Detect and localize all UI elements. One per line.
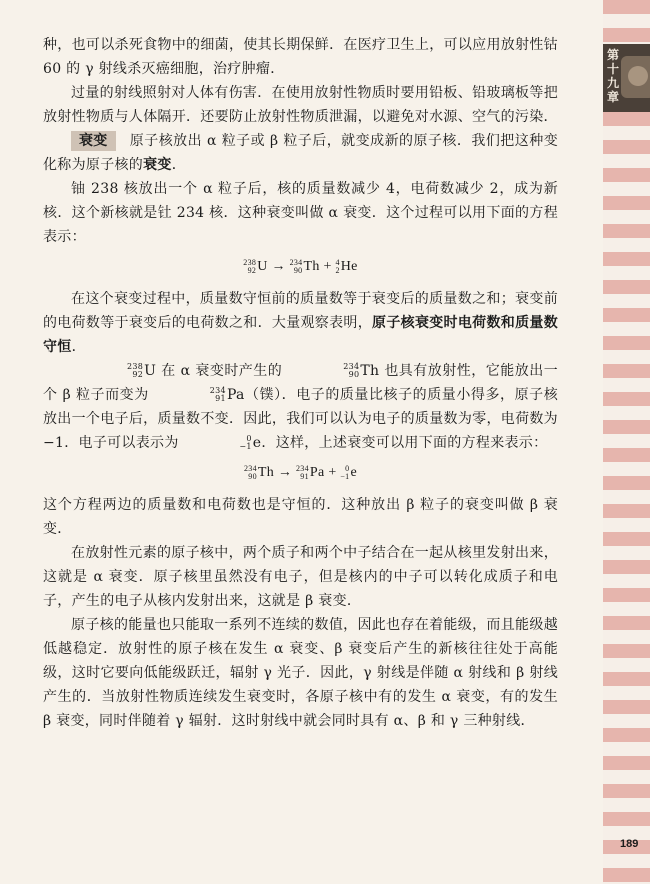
section-tag-decay: 衰变 [71, 131, 116, 151]
decay-definition-end: ． [171, 157, 187, 173]
nuclide-thorium [290, 255, 320, 279]
element-symbol: U [257, 259, 268, 274]
nuclide-thorium-inline [287, 359, 379, 383]
chapter-photo-detail [628, 66, 648, 86]
conservation-end: ． [71, 339, 86, 355]
nuclide-thorium [244, 461, 274, 485]
mass-number: 234 [289, 257, 303, 267]
chapter-tab [603, 44, 650, 112]
arrow-icon: → [271, 259, 286, 274]
nuclide-helium [335, 255, 357, 279]
nuclide-uranium [243, 255, 267, 279]
element-symbol: e [252, 435, 262, 451]
charge-number: 91 [215, 394, 226, 403]
paragraph-food-medical: 种，也可以杀死食物中的细菌，使其长期保鲜．在医疗卫生上，可以应用放射性钴 60 的 γ 射线杀灭癌细胞，治疗肿瘤． [43, 37, 558, 77]
paragraph-decay-definition [43, 129, 558, 177]
decay-term: 衰变 [143, 157, 172, 173]
element-symbol: U [144, 363, 157, 379]
element-symbol: Pa [226, 387, 245, 403]
paragraph-beta-decay [43, 359, 558, 455]
plus-sign: + [323, 259, 332, 274]
paragraph-alpha-decay: 铀 238 核放出一个 α 粒子后，核的质量数减少 4，电荷数减少 2，成为新核．这个新核就是钍 234 核．这种衰变叫做 α 衰变．这个过程可以用下面的方程表示： [43, 181, 558, 245]
beta-text-3: （镤）．电子的质量比核子的质量小得多，原子核放出一个电子后，质量数不变．因此，我们可以认为电子的质量数为零，电荷数为 −1．电子可以表示为 [43, 387, 558, 451]
nuclide-protactinium-inline [154, 383, 245, 407]
electron [340, 461, 357, 485]
charge-number: −1 [340, 471, 350, 481]
charge-number: 90 [348, 370, 360, 379]
page-body [43, 33, 558, 733]
mass-number: 234 [209, 386, 226, 395]
element-symbol: Th [360, 363, 380, 379]
element-symbol: Th [303, 259, 320, 274]
element-symbol: Pa [309, 465, 325, 480]
element-symbol: Th [257, 465, 275, 480]
mass-number: 238 [243, 257, 257, 267]
paragraph-gamma-radiation: 原子核的能量也只能取一系列不连续的数值，因此也存在着能级，而且能级越低越稳定．放射性的原子核在发生 α 衰变、β 衰变后产生的新核往往处于高能级，这时它要向低能级跃迁，辐射 γ 光子．因此，γ 射线是伴随 α 射线和 β 射线产生的．当放射性物质连续发生衰变时，各原子核中有的发生 α 衰变，有的发生 β 衰变，同时伴随着 γ 辐射．这时射线中就会同时具有 α、β 和 γ 三种射线． [43, 617, 558, 729]
mass-number: 234 [244, 463, 257, 473]
decay-definition-text: 原子核放出 α 粒子或 β 粒子后，就变成新的原子核．我们把这种变化称为原子核的 [43, 133, 558, 173]
beta-text-2: 也具有放射性，它能放出一个 β 粒子而变为 [43, 363, 558, 403]
nuclide-protactinium [296, 461, 325, 485]
charge-number: −1 [239, 442, 252, 451]
mass-number: 4 [335, 257, 340, 267]
mass-number: 0 [246, 434, 252, 443]
beta-text-1: 在 α 衰变时产生的 [156, 363, 288, 379]
conservation-text: 在这个衰变过程中，质量数守恒前的质量数等于衰变后的质量数之和；衰变前的电荷数等于衰变后的电荷数之和．大量观察表明， [43, 291, 558, 331]
paragraph-radiation-harm: 过量的射线照射对人体有伤害．在使用放射性物质时要用铅板、铅玻璃板等把放射性物质与人体隔开．还要防止放射性物质泄漏，以避免对水源、空气的污染． [43, 85, 558, 125]
page-number: 189 [620, 838, 639, 850]
element-symbol: He [340, 259, 358, 274]
equation-alpha-decay [43, 255, 558, 279]
charge-number: 92 [132, 370, 144, 379]
chapter-label: 第十九章 [607, 48, 620, 104]
arrow-icon: → [277, 465, 293, 480]
nuclide-uranium-inline [71, 359, 156, 383]
mass-number: 234 [296, 463, 309, 473]
charge-number: 92 [247, 265, 257, 275]
element-symbol: e [350, 465, 357, 480]
plus-sign: + [328, 465, 337, 480]
equation-beta-decay [43, 461, 558, 485]
mass-number: 234 [343, 362, 360, 371]
charge-number: 91 [300, 471, 309, 481]
charge-number: 90 [293, 265, 303, 275]
conservation-law: 原子核衰变时电荷数和质量数守恒 [43, 315, 558, 355]
paragraph-conservation [43, 287, 558, 359]
chapter-sidebar [603, 0, 650, 884]
beta-text-4: ．这样，上述衰变可以用下面的方程来表示： [261, 435, 548, 451]
mass-number: 238 [127, 362, 144, 371]
charge-number: 90 [248, 471, 257, 481]
mass-number: 0 [345, 463, 350, 473]
electron-symbol-inline [183, 431, 261, 455]
paragraph-beta-conservation: 这个方程两边的质量数和电荷数也是守恒的．这种放出 β 粒子的衰变叫做 β 衰变． [43, 497, 558, 537]
paragraph-decay-mechanism: 在放射性元素的原子核中，两个质子和两个中子结合在一起从核里发射出来，这就是 α 衰变．原子核里虽然没有电子，但是核内的中子可以转化成质子和电子，产生的电子从核内发射出来，这就是 β 衰变． [43, 545, 558, 609]
charge-number: 2 [335, 265, 340, 275]
